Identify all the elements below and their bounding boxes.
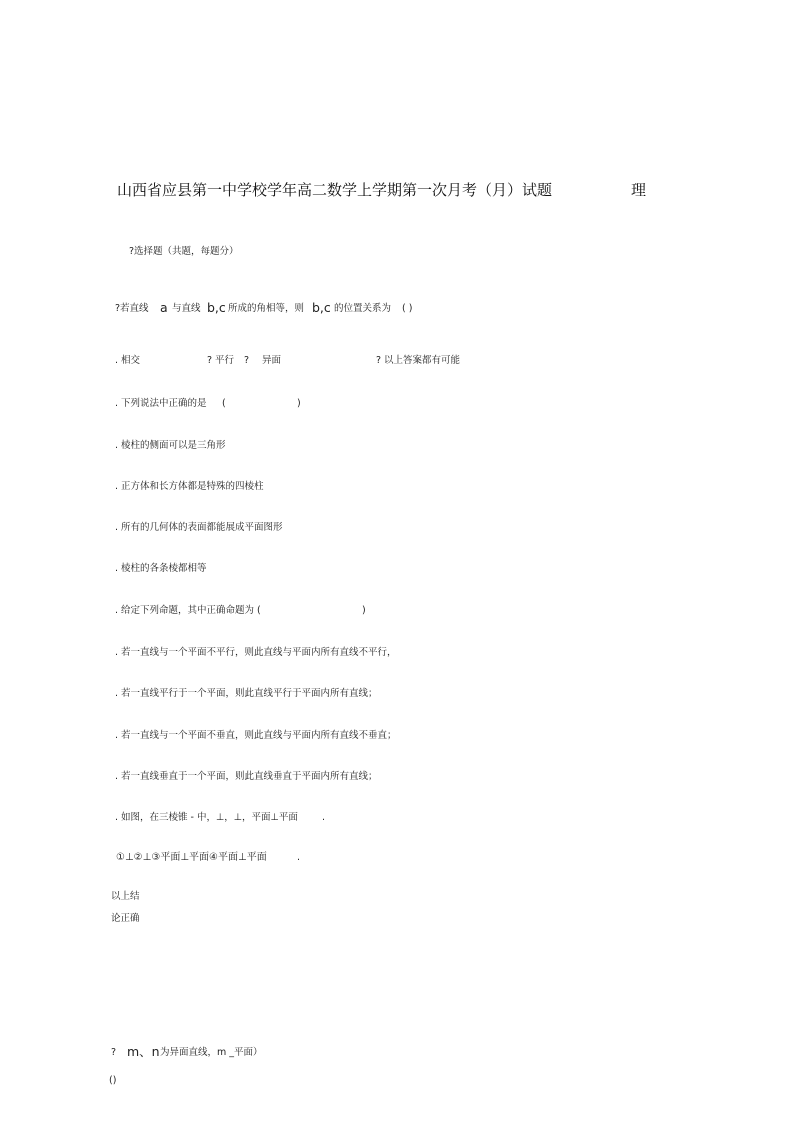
q1-option-d: ? 以上答案都有可能: [376, 355, 461, 366]
q2-stem: . 下列说法中正确的是: [115, 398, 207, 409]
q1-answer-paren: ( ): [402, 303, 413, 314]
q5-marker: ?: [111, 1047, 117, 1058]
q1-option-c: 异面: [262, 355, 282, 366]
q2-option-b: . 正方体和长方体都是特殊的四棱柱: [115, 481, 264, 492]
q2-option-a: . 棱柱的侧面可以是三角形: [115, 440, 226, 451]
q4-stem: . 如图，在三棱锥 - 中，⊥，⊥，平面⊥平面: [115, 812, 298, 823]
q2-option-c: . 所有的几何体的表面都能展成平面图形: [115, 522, 283, 533]
q4-stem-period: .: [322, 812, 326, 823]
q1-text-1: 与直线: [172, 303, 201, 314]
q1-text-2: 所成的角相等，则: [228, 303, 305, 314]
q5-answer-paren: (): [109, 1075, 117, 1086]
q5-vars: m、n: [127, 1044, 160, 1059]
q3-option-b: . 若一直线平行于一个平面，则此直线平行于平面内所有直线；: [115, 688, 378, 699]
q1-option-c-marker: ?: [244, 355, 250, 366]
section-header: ?选择题（共题，每题分）: [129, 246, 239, 257]
q4-statements-period: .: [297, 852, 301, 863]
q1-var-a: a: [160, 300, 168, 315]
q3-paren-right: ): [362, 605, 366, 616]
q2-option-d: . 棱柱的各条棱都相等: [115, 563, 207, 574]
q3-option-c: . 若一直线与一个平面不垂直，则此直线与平面内所有直线不垂直；: [115, 730, 397, 741]
q4-conclusion-line-1: 以上结: [111, 891, 140, 902]
q3-option-d: . 若一直线垂直于一个平面，则此直线垂直于平面内所有直线；: [115, 771, 378, 782]
q1-var-bc-2: b,c: [312, 300, 331, 315]
q1-prefix: ?若直线: [115, 303, 149, 314]
page-title-suffix: 理: [631, 181, 647, 199]
q1-option-b: ? 平行: [207, 355, 235, 366]
q4-statements: ①⊥②⊥③平面⊥平面④平面⊥平面: [116, 852, 267, 863]
q1-var-bc-1: b,c: [207, 300, 226, 315]
q5-text: 为异面直线，m _平面）: [160, 1047, 263, 1058]
q3-option-a: . 若一直线与一个平面不平行，则此直线与平面内所有直线不平行，: [115, 647, 397, 658]
q1-option-a: . 相交: [115, 355, 141, 366]
q3-stem: . 给定下列命题，其中正确命题为 (: [115, 605, 261, 616]
q4-conclusion-line-2: 论正确: [111, 913, 140, 924]
q2-paren-right: ): [297, 398, 301, 409]
q2-paren-left: (: [222, 398, 226, 409]
q1-text-3: 的位置关系为: [334, 303, 392, 314]
page-title: 山西省应县第一中学校学年高二数学上学期第一次月考（月）试题: [117, 181, 553, 199]
